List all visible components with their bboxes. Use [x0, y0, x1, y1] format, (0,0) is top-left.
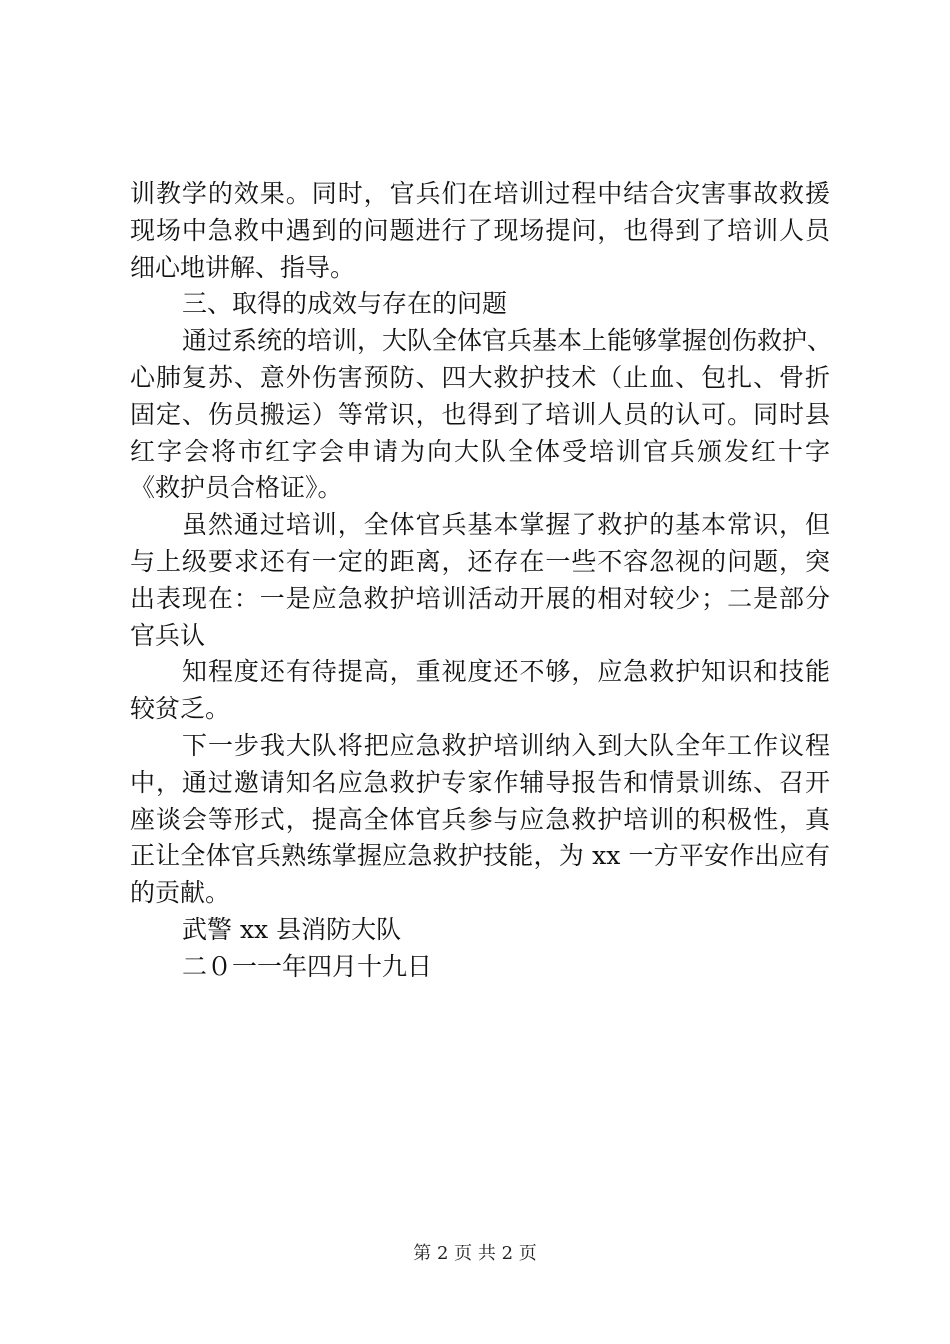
- body-line: 下一步我大队将把应急救护培训纳入到大队全年工作议程: [182, 730, 830, 760]
- body-line: 较贫乏。: [130, 694, 231, 724]
- body-line: 与上级要求还有一定的距离，还存在一些不容忽视的问题，突: [130, 546, 830, 576]
- body-line: 心肺复苏、意外伤害预防、四大救护技术（止血、包扎、骨折: [130, 362, 830, 392]
- body-line: 通过系统的培训，大队全体官兵基本上能够掌握创伤救护、: [182, 326, 833, 356]
- body-line: 正让全体官兵熟练掌握应急救护技能，为 xx 一方平安作出应有: [130, 841, 830, 871]
- body-line: 出表现在：一是应急救护培训活动开展的相对较少；二是部分: [130, 583, 830, 613]
- body-line: 训教学的效果。同时，官兵们在培训过程中结合灾害事故救援: [130, 179, 830, 208]
- body-line: 虽然通过培训，全体官兵基本掌握了救护的基本常识，但: [182, 510, 830, 540]
- body-line: 细心地讲解、指导。: [130, 252, 356, 282]
- page-footer: 第 2 页 共 2 页: [413, 1243, 537, 1264]
- body-line: 固定、伤员搬运）等常识，也得到了培训人员的认可。同时县: [130, 399, 830, 429]
- document-body: [130, 176, 833, 986]
- body-line: 红字会将市红字会申请为向大队全体受培训官兵颁发红十字: [130, 436, 830, 466]
- body-line: 座谈会等形式，提高全体官兵参与应急救护培训的积极性，真: [130, 804, 830, 834]
- body-line: 《救护员合格证》。: [130, 473, 343, 503]
- signature-date: 二０一一年四月十九日: [182, 951, 433, 981]
- signature-organization: 武警 xx 县消防大队: [182, 914, 402, 944]
- body-line: 现场中急救中遇到的问题进行了现场提问，也得到了培训人员: [130, 215, 830, 245]
- body-line: 中，通过邀请知名应急救护专家作辅导报告和情景训练、召开: [130, 767, 830, 797]
- section-heading: 三、取得的成效与存在的问题: [182, 289, 508, 319]
- body-line: 知程度还有待提高，重视度还不够，应急救护知识和技能: [182, 657, 830, 687]
- body-line: 的贡献。: [130, 878, 231, 908]
- body-line: 官兵认: [130, 620, 206, 650]
